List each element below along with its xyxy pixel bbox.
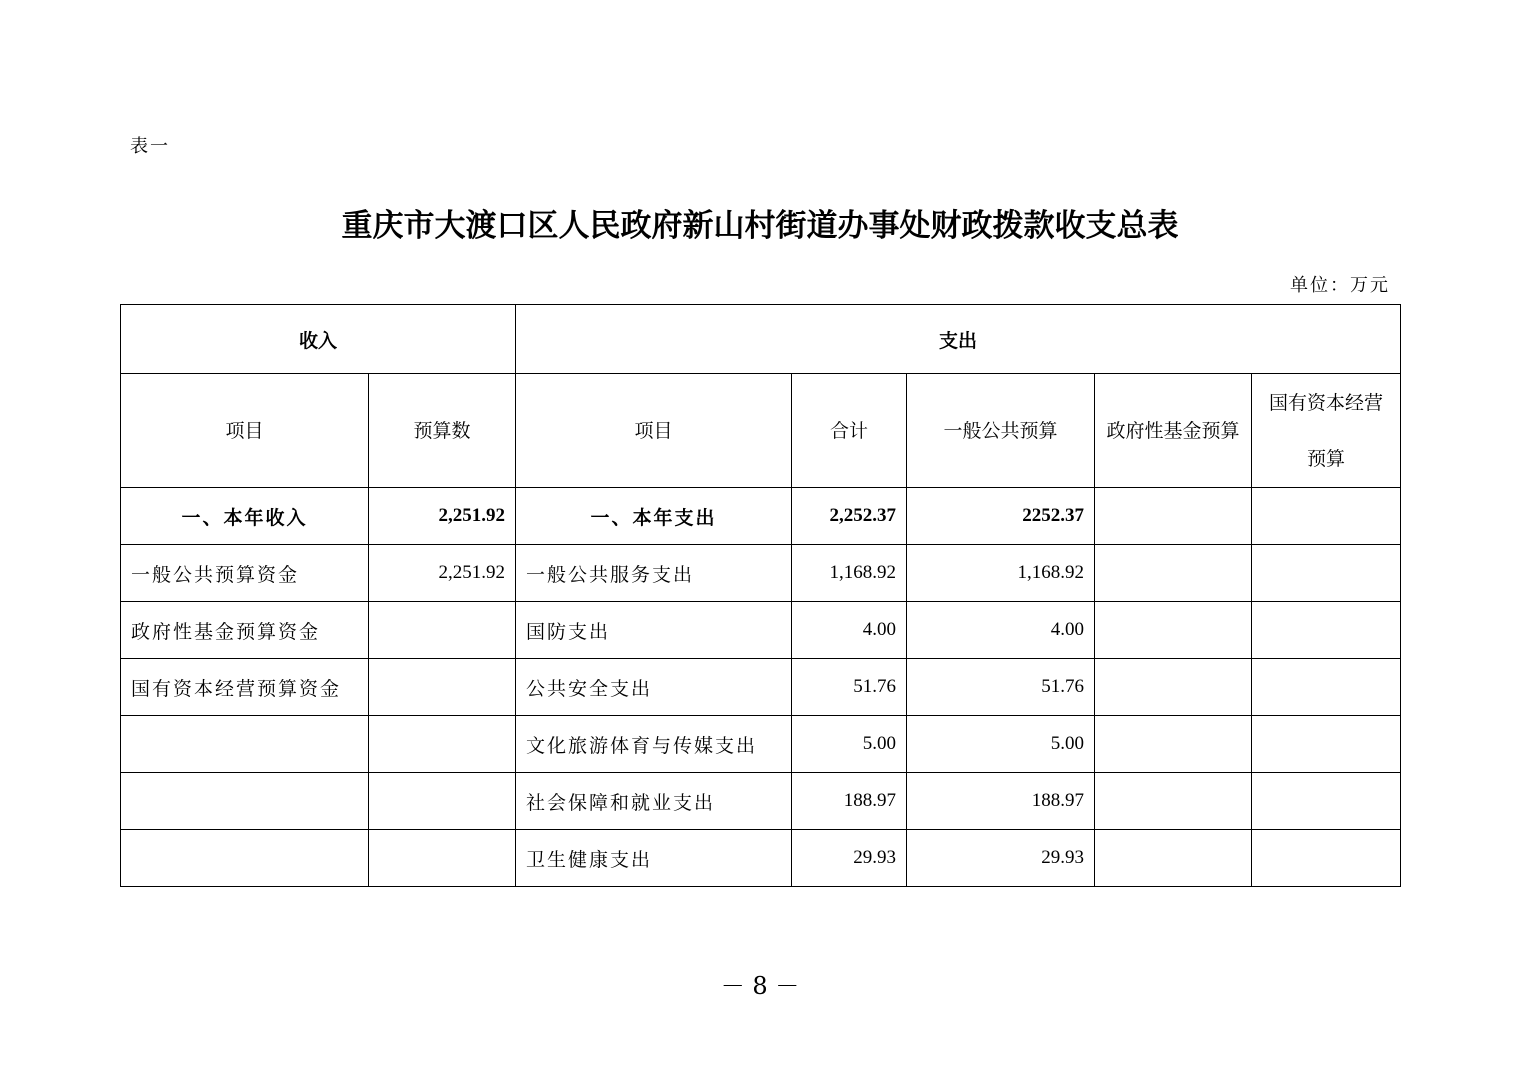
col-state-capital: 国有资本经营预算 <box>1252 374 1401 488</box>
col-total: 合计 <box>792 374 907 488</box>
income-item: 国有资本经营预算资金 <box>121 659 369 716</box>
income-item: 一般公共预算资金 <box>121 545 369 602</box>
exp-general: 2252.37 <box>907 488 1095 545</box>
exp-state-capital <box>1252 716 1401 773</box>
budget-table <box>120 304 1401 887</box>
exp-general: 188.97 <box>907 773 1095 830</box>
income-budget <box>369 659 516 716</box>
exp-gov-fund <box>1095 830 1252 887</box>
exp-general: 5.00 <box>907 716 1095 773</box>
header-expenditure: 支出 <box>516 305 1401 374</box>
income-budget <box>369 830 516 887</box>
table-row <box>121 830 1401 887</box>
exp-total: 188.97 <box>792 773 907 830</box>
header-income: 收入 <box>121 305 516 374</box>
table-row <box>121 773 1401 830</box>
exp-general: 51.76 <box>907 659 1095 716</box>
exp-gov-fund <box>1095 773 1252 830</box>
page-number: － 8 － <box>720 972 800 1000</box>
table-row <box>121 602 1401 659</box>
income-budget <box>369 716 516 773</box>
exp-total: 5.00 <box>792 716 907 773</box>
income-item <box>121 830 369 887</box>
table-row <box>121 545 1401 602</box>
exp-item: 国防支出 <box>516 602 792 659</box>
exp-total: 1,168.92 <box>792 545 907 602</box>
exp-total: 4.00 <box>792 602 907 659</box>
exp-total: 51.76 <box>792 659 907 716</box>
col-exp-item: 项目 <box>516 374 792 488</box>
exp-total: 29.93 <box>792 830 907 887</box>
exp-state-capital <box>1252 488 1401 545</box>
income-budget: 2,251.92 <box>369 488 516 545</box>
col-income-budget: 预算数 <box>369 374 516 488</box>
exp-gov-fund <box>1095 602 1252 659</box>
exp-general: 1,168.92 <box>907 545 1095 602</box>
exp-gov-fund <box>1095 659 1252 716</box>
exp-item: 公共安全支出 <box>516 659 792 716</box>
col-gov-fund: 政府性基金预算 <box>1095 374 1252 488</box>
income-item <box>121 716 369 773</box>
exp-general: 29.93 <box>907 830 1095 887</box>
unit-label: 单位：万元 <box>1290 275 1390 296</box>
income-budget <box>369 773 516 830</box>
income-item: 政府性基金预算资金 <box>121 602 369 659</box>
exp-state-capital <box>1252 659 1401 716</box>
income-item <box>121 773 369 830</box>
exp-gov-fund <box>1095 545 1252 602</box>
table-label: 表一 <box>130 136 170 157</box>
table-row <box>121 659 1401 716</box>
exp-item: 一般公共服务支出 <box>516 545 792 602</box>
exp-item: 文化旅游体育与传媒支出 <box>516 716 792 773</box>
exp-item: 社会保障和就业支出 <box>516 773 792 830</box>
exp-gov-fund <box>1095 716 1252 773</box>
exp-gov-fund <box>1095 488 1252 545</box>
exp-state-capital <box>1252 830 1401 887</box>
col-general: 一般公共预算 <box>907 374 1095 488</box>
exp-item: 一、本年支出 <box>516 488 792 545</box>
document-title: 重庆市大渡口区人民政府新山村街道办事处财政拨款收支总表 <box>341 208 1179 244</box>
income-budget <box>369 602 516 659</box>
table-row <box>121 716 1401 773</box>
exp-state-capital <box>1252 773 1401 830</box>
exp-item: 卫生健康支出 <box>516 830 792 887</box>
exp-state-capital <box>1252 545 1401 602</box>
income-item: 一、本年收入 <box>121 488 369 545</box>
header-row-top <box>121 305 1401 374</box>
exp-general: 4.00 <box>907 602 1095 659</box>
header-row-columns <box>121 374 1401 488</box>
exp-state-capital <box>1252 602 1401 659</box>
col-income-item: 项目 <box>121 374 369 488</box>
exp-total: 2,252.37 <box>792 488 907 545</box>
table-row <box>121 488 1401 545</box>
income-budget: 2,251.92 <box>369 545 516 602</box>
